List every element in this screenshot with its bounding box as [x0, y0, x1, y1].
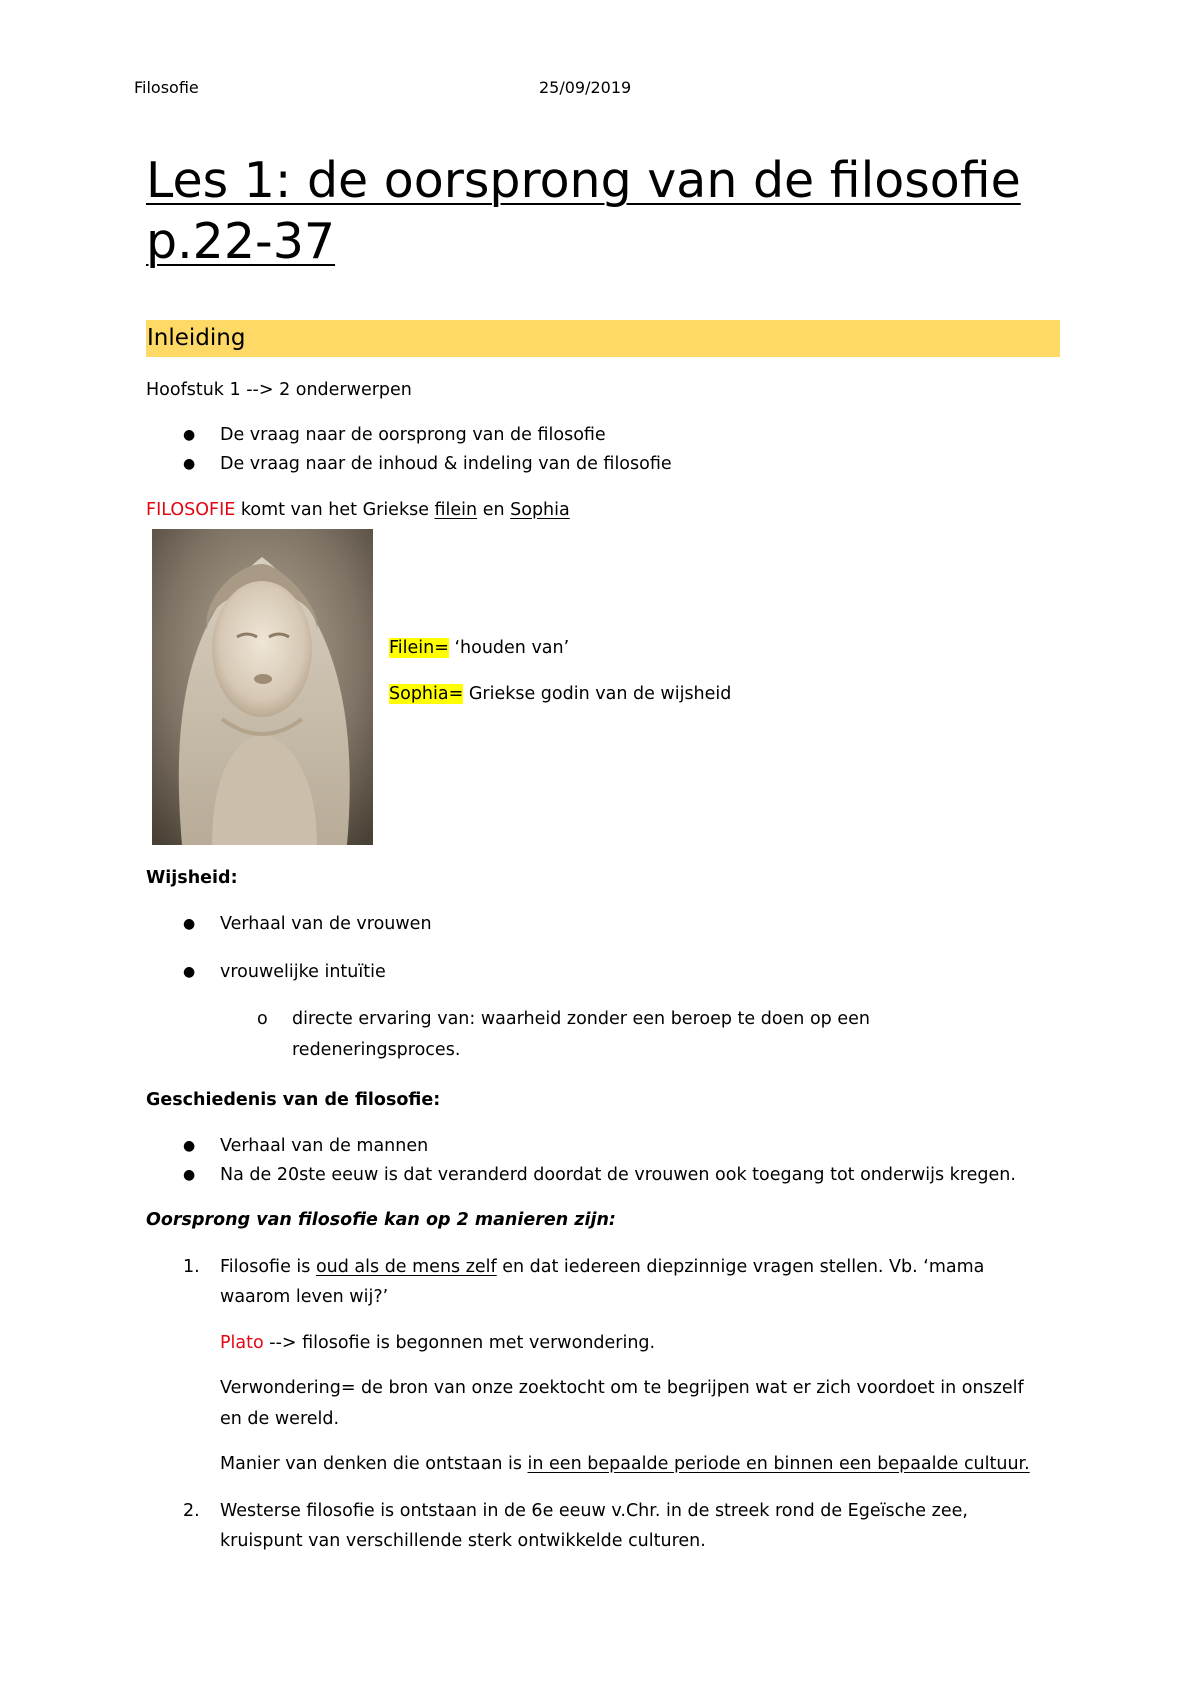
list-item: De vraag naar de inhoud & indeling van de filosofie [220, 454, 672, 474]
sub-bullet-icon: o [257, 1009, 268, 1029]
plato-line [220, 1329, 655, 1358]
plato-name: Plato [220, 1333, 264, 1353]
numbered-item-2-line: Westerse filosofie is ontstaan in de 6e eeuw v.Chr. in de streek rond de Egeïsche zee, [220, 1501, 968, 1521]
definition-filein [389, 634, 569, 663]
verwondering-line2: en de wereld. [220, 1409, 340, 1429]
list-item: Na de 20ste eeuw is dat veranderd doordat de vrouwen ook toegang tot onderwijs kregen. [220, 1165, 1016, 1185]
verwondering-line: Verwondering= de bron van onze zoektocht om te begrijpen wat er zich voordoet in onszelf [220, 1378, 1024, 1398]
item1-text: Filosofie is [220, 1257, 316, 1277]
header-date: 25/09/2019 [539, 78, 632, 97]
bullet-icon: ● [183, 1138, 196, 1154]
bullet-icon: ● [183, 456, 196, 472]
oorsprong-heading: Oorsprong van filosofie kan op 2 manieren zijn: [146, 1210, 616, 1230]
origin-text: komt van het Griekse [235, 500, 435, 520]
list-number: 1. [183, 1257, 200, 1277]
sub-list-item: directe ervaring van: waarheid zonder een beroep te doen op een [292, 1009, 870, 1029]
origin-line [146, 496, 570, 525]
numbered-item-1-line [220, 1253, 984, 1282]
list-item: Verhaal van de vrouwen [220, 914, 432, 934]
origin-word-sophia: Sophia [510, 500, 570, 520]
manier-underlined: in een bepaalde periode en binnen een bepaalde cultuur. [527, 1454, 1030, 1474]
definition-sophia [389, 680, 731, 709]
origin-and: en [477, 500, 511, 520]
origin-word: FILOSOFIE [146, 500, 236, 520]
statue-illustration [152, 529, 373, 845]
header-subject: Filosofie [134, 78, 199, 97]
numbered-item-1-line2: waarom leven wij?’ [220, 1287, 389, 1307]
bullet-icon: ● [183, 916, 196, 932]
list-item: vrouwelijke intuïtie [220, 962, 386, 982]
section-heading-band [146, 320, 1060, 357]
bullet-icon: ● [183, 1167, 196, 1183]
page-title: Les 1: de oorsprong van de filosofie p.22-37 [146, 152, 1021, 270]
definition-term: Sophia= [389, 684, 464, 704]
definition-text: ‘houden van’ [448, 638, 570, 658]
manier-text: Manier van denken die ontstaan is [220, 1454, 528, 1474]
item1-underlined: oud als de mens zelf [315, 1257, 497, 1277]
chapter-label: Hoofstuk 1 [146, 380, 247, 400]
definition-text: Griekse godin van de wijsheid [463, 684, 732, 704]
sub-list-item: redeneringsproces. [292, 1040, 461, 1060]
chapter-line [146, 376, 412, 405]
plato-text: --> filosofie is begonnen met verwondering. [263, 1333, 656, 1353]
list-item: Verhaal van de mannen [220, 1136, 429, 1156]
bullet-icon: ● [183, 427, 196, 443]
list-item: De vraag naar de oorsprong van de filosofie [220, 425, 606, 445]
chapter-topics: 2 onderwerpen [273, 380, 412, 400]
bullet-icon: ● [183, 964, 196, 980]
item1-text: en dat iedereen diepzinnige vragen stellen. Vb. ‘mama [496, 1257, 985, 1277]
manier-line [220, 1450, 1030, 1479]
list-number: 2. [183, 1501, 200, 1521]
numbered-item-2-line2: kruispunt van verschillende sterk ontwikkelde culturen. [220, 1531, 706, 1551]
chapter-arrow: --> [246, 380, 274, 400]
origin-word-filein: filein [434, 500, 478, 520]
sophia-statue-image [152, 529, 373, 845]
definition-term: Filein= [389, 638, 449, 658]
section-heading: Inleiding [147, 325, 246, 351]
wijsheid-heading: Wijsheid: [146, 868, 238, 888]
geschiedenis-heading: Geschiedenis van de filosofie: [146, 1090, 441, 1110]
